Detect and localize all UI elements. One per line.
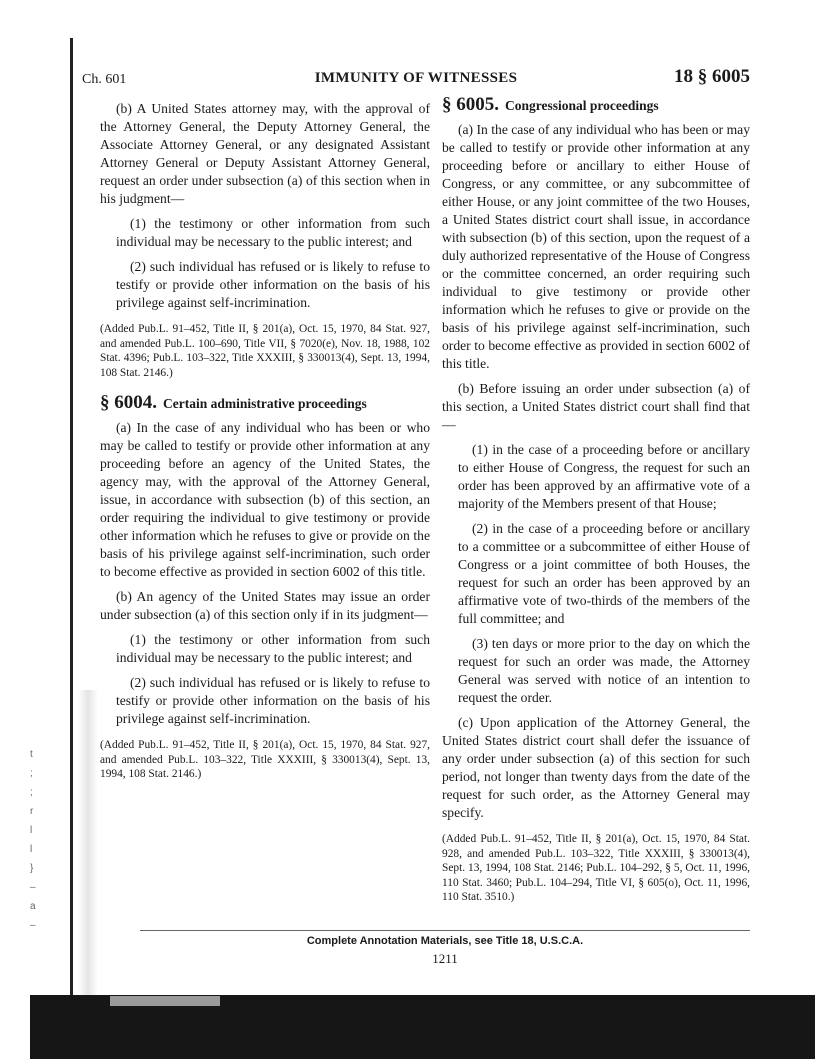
margin-mark: r bbox=[30, 806, 34, 817]
section-number: § 6004. bbox=[100, 392, 157, 413]
section-6005-heading bbox=[442, 96, 750, 115]
scan-shadow bbox=[78, 690, 98, 1000]
paragraph-6004-b-1: (1) the testimony or other information from such individual may be necessary to the public interest; and bbox=[116, 632, 430, 665]
section-title: Certain administrative proceedings bbox=[163, 396, 367, 411]
section-6004-heading bbox=[100, 394, 430, 413]
page-number: 1211 bbox=[432, 951, 458, 966]
history-note-6005: (Added Pub.L. 91–452, Title II, § 201(a), Oct. 15, 1970, 84 Stat. 928, and amended Pub.L. 103–322, Title XXXIII, § 330013(4), Sept. 13, 1994, 108 Stat. 2146; Pub.L. 104–292, § 5, Oct. 11, 1996, 110 Stat. 3460; Pub.L. 104–294, Title VI, § 605(o), Oct. 11, 1996, 110 Stat. 3510.) bbox=[442, 833, 750, 903]
history-note-6004: (Added Pub.L. 91–452, Title II, § 201(a), Oct. 15, 1970, 84 Stat. 927, and amended Pub.L. 103–322, Title XXXIII, § 330013(4), Sept. 13, 1994, 108 Stat. 2146.) bbox=[100, 739, 430, 780]
paragraph-6005-b-1: (1) in the case of a proceeding before or ancillary to either House of Congress, the request for such an order has been approved by an affirmative vote of a majority of the Members present of that House; bbox=[458, 442, 750, 511]
binding-edge-line bbox=[70, 38, 73, 998]
scan-artifact bbox=[110, 996, 220, 1006]
header-title: IMMUNITY OF WITNESSES bbox=[314, 70, 518, 86]
section-number: § 6005. bbox=[442, 94, 499, 115]
section-reference: 18 § 6005 bbox=[674, 66, 750, 87]
footer-divider bbox=[140, 930, 750, 931]
history-note-6003: (Added Pub.L. 91–452, Title II, § 201(a), Oct. 15, 1970, 84 Stat. 927, and amended Pub.L. 100–690, Title VII, § 7020(e), Nov. 18, 1988, 102 Stat. 4396; Pub.L. 103–322, Title XXXIII, § 330013(4), Sept. 13, 1994, 108 Stat. 2146.) bbox=[100, 323, 430, 379]
margin-mark: a bbox=[30, 901, 36, 912]
margin-mark: } bbox=[30, 863, 34, 874]
paragraph-6005-b: (b) Before issuing an order under subsection (a) of this section, a United States district court shall find that— bbox=[442, 381, 750, 432]
paragraph-b-2: (2) such individual has refused or is likely to refuse to testify or provide other information on the basis of his privilege against self-incrimination. bbox=[116, 259, 430, 310]
paragraph-b-intro: (b) A United States attorney may, with the approval of the Attorney General, the Deputy Attorney General, the Associate Attorney General, or any designated Assistant Attorney General or Deputy Assistant Attorney General, request an order under subsection (a) of this section when in his judgment— bbox=[100, 101, 430, 206]
paragraph-6005-b-2: (2) in the case of a proceeding before or ancillary to a committee or a subcommittee of either House of Congress or a joint committee of both Houses, the request for such an order has been approved by an affirmative vote of two-thirds of the members of the full committee; and bbox=[458, 521, 750, 626]
margin-marks bbox=[30, 745, 42, 935]
margin-mark: ; bbox=[30, 768, 33, 779]
margin-mark: – bbox=[30, 920, 36, 931]
margin-mark: – bbox=[30, 882, 36, 893]
margin-mark: l bbox=[30, 825, 33, 836]
running-header bbox=[82, 66, 750, 90]
left-column bbox=[100, 100, 430, 789]
margin-mark: ; bbox=[30, 787, 33, 798]
section-title: Congressional proceedings bbox=[505, 98, 659, 113]
paragraph-6004-b: (b) An agency of the United States may issue an order under subsection (a) of this section only if in its judgment— bbox=[100, 589, 430, 622]
annotation-footer: Complete Annotation Materials, see Title 18, U.S.C.A. bbox=[306, 935, 584, 947]
paragraph-6004-b-2: (2) such individual has refused or is likely to refuse to testify or provide other information on the basis of his privilege against self-incrimination. bbox=[116, 675, 430, 726]
right-column bbox=[442, 94, 750, 912]
paragraph-6005-b-3: (3) ten days or more prior to the day on which the request for such an order was made, the Attorney General was served with notice of an intention to request the order. bbox=[458, 636, 750, 705]
chapter-label: Ch. 601 bbox=[82, 72, 127, 87]
margin-mark: l bbox=[30, 844, 33, 855]
margin-mark: t bbox=[30, 749, 33, 760]
paragraph-b-1: (1) the testimony or other information from such individual may be necessary to the public interest; and bbox=[116, 216, 430, 249]
paragraph-6004-a: (a) In the case of any individual who has been or who may be called to testify or provide other information at any proceeding before an agency of the United States, the agency may, with the approval of the Attorney General, issue, in accordance with subsection (b) of this section, an order requiring the individual to give testimony or provide other information which he refuses to give or provide on the basis of his privilege against self-incrimination, such order to become effective as provided in section 6002 of this title. bbox=[100, 420, 430, 579]
paragraph-6005-a: (a) In the case of any individual who has been or may be called to testify or provide other information at any proceeding before or ancillary to either House of Congress, or any committee, or any subcommittee of either House, or any joint committee of the two Houses, a United States district court shall issue, in accordance with subsection (b) of this section, upon the request of a duly authorized representative of the House of Congress or the committee concerned, an order requiring such individual to give testimony or provide other information which he refuses to give or provide on the basis of his privilege against self-incrimination, such order to become effective as provided in section 6002 of this title. bbox=[442, 122, 750, 371]
paragraph-6005-c: (c) Upon application of the Attorney General, the United States district court shall defer the issuance of any order under subsection (a) of this section for such period, not longer than twenty days from the date of the request for such order, as the Attorney General may specify. bbox=[442, 715, 750, 820]
